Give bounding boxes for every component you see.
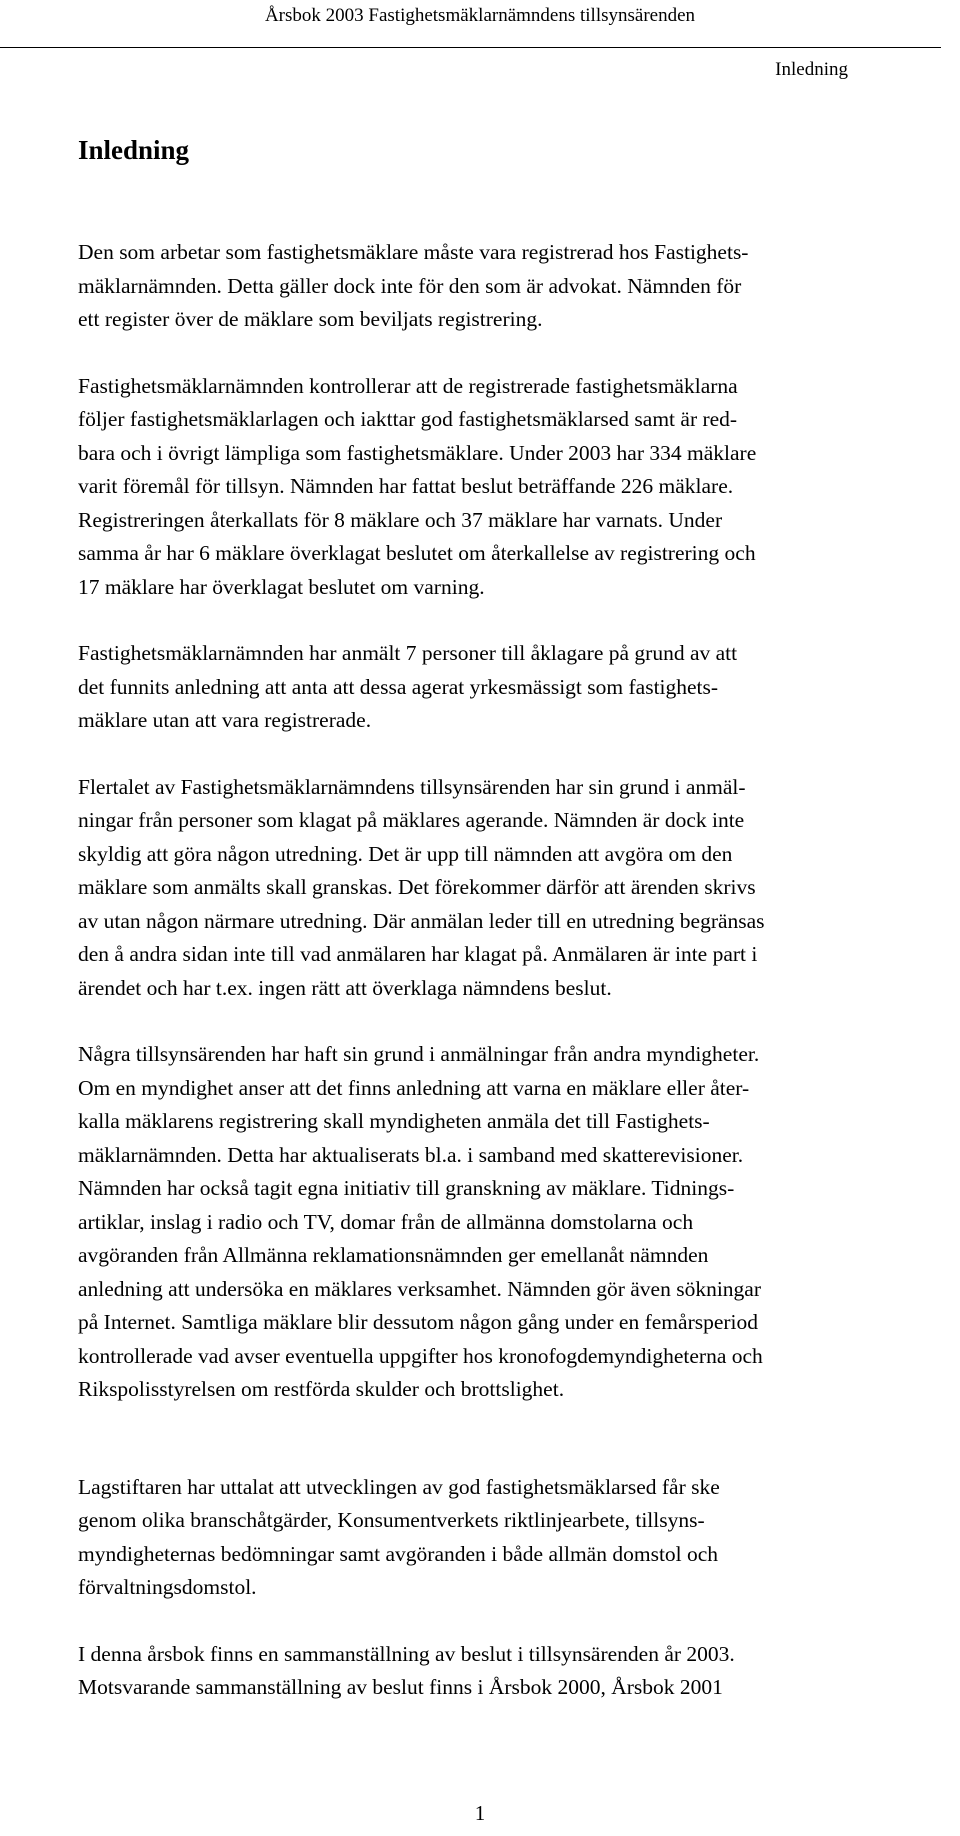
text-line: följer fastighetsmäklarlagen och iakttar god fastighetsmäklarsed samt är red-: [78, 407, 738, 431]
text-line: myndigheternas bedömningar samt avgöranden i både allmän domstol och: [78, 1541, 719, 1566]
text-line: Flertalet av Fastighetsmäklarnämndens tillsynsärenden har sin grund i anmäl-: [78, 774, 746, 799]
text-line: samma år har 6 mäklare överklagat beslutet om återkallelse av registrering och: [78, 541, 756, 565]
text-line: av utan någon närmare utredning. Där anmälan leder till en utredning begränsas: [78, 908, 765, 933]
text-line: anledning att undersöka en mäklares verksamhet. Nämnden gör även sökningar: [78, 1276, 762, 1301]
paragraph: [78, 236, 938, 337]
text-line: förvaltningsdomstol.: [78, 1575, 257, 1599]
page-title: Inledning: [78, 135, 190, 165]
paragraph: [78, 370, 938, 605]
running-header: Årsbok 2003 Fastighetsmäklarnämndens tillsynsärenden: [264, 5, 696, 26]
text-line: Rikspolisstyrelsen om restförda skulder och brottslighet.: [78, 1377, 565, 1401]
text-line: Några tillsynsärenden har haft sin grund i anmälningar från andra myndigheter.: [78, 1042, 760, 1066]
text-line: mäklare som anmälts skall granskas. Det förekommer därför att ärenden skrivs: [78, 875, 756, 899]
text-line: mäklarnämnden. Detta har aktualiserats bl.a. i samband med skatterevisioner.: [78, 1142, 744, 1167]
text-line: Om en myndighet anser att det finns anledning att varna en mäklare eller åter-: [78, 1075, 750, 1100]
page-number: 1: [474, 1801, 486, 1825]
text-line: artiklar, inslag i radio och TV, domar från de allmänna domstolarna och: [78, 1209, 694, 1234]
text-line: I denna årsbok finns en sammanställning av beslut i tillsynsärenden år 2003.: [78, 1641, 735, 1666]
text-line: Fastighetsmäklarnämnden kontrollerar att de registrerade fastighetsmäklarna: [78, 373, 738, 398]
text-line: mäklarnämnden. Detta gäller dock inte för den som är advokat. Nämnden för: [78, 273, 742, 298]
text-line: ett register över de mäklare som beviljats registrering.: [78, 307, 543, 331]
paragraph: [78, 1471, 938, 1605]
text-line: Den som arbetar som fastighetsmäklare måste vara registrerad hos Fastighets-: [78, 240, 749, 264]
text-line: ningar från personer som klagat på mäklares agerande. Nämnden är dock inte: [78, 808, 745, 832]
text-line: genom olika branschåtgärder, Konsumentverkets riktlinjearbete, tillsyns-: [78, 1508, 705, 1532]
text-line: skyldig att göra någon utredning. Det är upp till nämnden att avgöra om den: [78, 841, 733, 866]
text-line: ärendet och har t.ex. ingen rätt att överklaga nämndens beslut.: [78, 975, 612, 1000]
text-line: den å andra sidan inte till vad anmälaren har klagat på. Anmälaren är inte part i: [78, 942, 758, 966]
text-line: Lagstiftaren har uttalat att utvecklingen av god fastighetsmäklarsed får ske: [78, 1474, 720, 1499]
text-line: avgöranden från Allmänna reklamationsnämnden ger emellanåt nämnden: [78, 1243, 709, 1267]
text-line: Nämnden har också tagit egna initiativ till granskning av mäklare. Tidnings-: [78, 1176, 735, 1200]
text-line: det funnits anledning att anta att dessa agerat yrkesmässigt som fastighets-: [78, 674, 719, 699]
header-rule: [0, 47, 941, 48]
text-line: Fastighetsmäklarnämnden har anmält 7 personer till åklagare på grund av att: [78, 641, 738, 665]
paragraph: [78, 637, 938, 738]
text-line: 17 mäklare har överklagat beslutet om varning.: [78, 574, 485, 599]
body-text: [78, 236, 938, 1738]
text-line: kalla mäklarens registrering skall myndigheten anmäla det till Fastighets-: [78, 1109, 710, 1133]
paragraph: [78, 1638, 938, 1705]
paragraph: [78, 1038, 938, 1407]
text-line: bara och i övrigt lämpliga som fastighetsmäklare. Under 2003 har 334 mäklare: [78, 440, 757, 465]
paragraph: [78, 771, 938, 1006]
section-label: Inledning: [775, 59, 848, 80]
text-line: Motsvarande sammanställning av beslut finns i Årsbok 2000, Årsbok 2001: [78, 1675, 723, 1699]
text-line: mäklare utan att vara registrerade.: [78, 708, 372, 732]
text-line: på Internet. Samtliga mäklare blir dessutom någon gång under en femårsperiod: [78, 1310, 759, 1334]
text-line: Registreringen återkallats för 8 mäklare och 37 mäklare har varnats. Under: [78, 507, 723, 532]
text-line: kontrollerade vad avser eventuella uppgifter hos kronofogdemyndigheterna och: [78, 1343, 763, 1368]
text-line: varit föremål för tillsyn. Nämnden har fattat beslut beträffande 226 mäklare.: [78, 474, 734, 498]
